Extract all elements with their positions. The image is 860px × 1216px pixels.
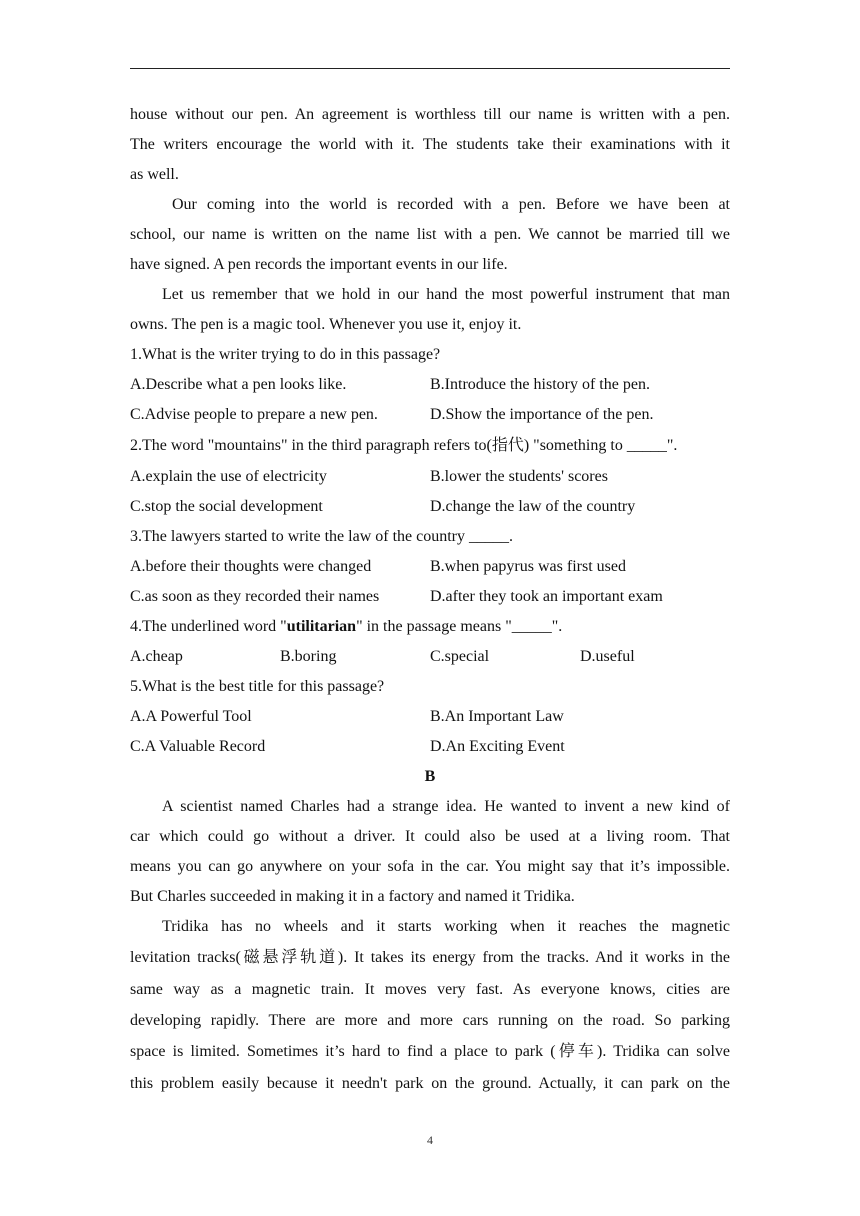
question-stem: 1.What is the writer trying to do in this passage? bbox=[130, 346, 441, 363]
options-row bbox=[130, 370, 730, 400]
options-row bbox=[130, 642, 730, 672]
option-d: D.An Exciting Event bbox=[430, 738, 565, 755]
option-c: C.special bbox=[430, 648, 490, 665]
question-stem-suffix: " in the passage means "_____". bbox=[356, 618, 563, 635]
question-stem: 5.What is the best title for this passage? bbox=[130, 678, 385, 695]
passage-line: Tridika has no wheels and it starts working when it reaches the magnetic bbox=[162, 918, 730, 935]
passage-line: space is limited. Sometimes it’s hard to find a place to park (停车). Tridika can solve bbox=[130, 1043, 730, 1060]
options-row bbox=[130, 582, 730, 612]
question-stem: 3.The lawyers started to write the law of the country _____. bbox=[130, 528, 513, 545]
underlined-word: utilitarian bbox=[286, 618, 357, 635]
passage-line: The writers encourage the world with it. The students take their examinations with it bbox=[130, 136, 730, 153]
option-c: C.as soon as they recorded their names bbox=[130, 588, 380, 605]
question-stem: 2.The word "mountains" in the third paragraph refers to(指代) "something to _____". bbox=[130, 437, 678, 454]
option-b: B.An Important Law bbox=[430, 708, 564, 725]
passage-line: owns. The pen is a magic tool. Whenever you use it, enjoy it. bbox=[130, 316, 522, 333]
passage-line: have signed. A pen records the important events in our life. bbox=[130, 256, 508, 273]
option-c: C.A Valuable Record bbox=[130, 738, 266, 755]
option-d: D.change the law of the country bbox=[430, 498, 636, 515]
passage-line: But Charles succeeded in making it in a factory and named it Tridika. bbox=[130, 888, 575, 905]
option-c: C.Advise people to prepare a new pen. bbox=[130, 406, 378, 423]
passage-line: as well. bbox=[130, 166, 179, 183]
option-d: D.useful bbox=[580, 648, 635, 665]
options-row bbox=[130, 462, 730, 492]
options-row bbox=[130, 492, 730, 522]
options-row bbox=[130, 732, 730, 762]
passage-line: means you can go anywhere on your sofa in the car. You might say that it’s impossible. bbox=[130, 858, 730, 875]
passage-line: this problem easily because it needn't park on the ground. Actually, it can park on the bbox=[130, 1075, 730, 1092]
options-row bbox=[130, 552, 730, 582]
passage-line: levitation tracks(磁悬浮轨道). It takes its energy from the tracks. And it works in the bbox=[130, 949, 730, 966]
option-b: B.when papyrus was first used bbox=[430, 558, 626, 575]
page-content bbox=[130, 100, 730, 1100]
option-a: A.A Powerful Tool bbox=[130, 708, 252, 725]
option-d: D.Show the importance of the pen. bbox=[430, 406, 654, 423]
option-b: B.lower the students' scores bbox=[430, 468, 608, 485]
passage-line: Let us remember that we hold in our hand the most powerful instrument that man bbox=[162, 286, 730, 303]
passage-line: school, our name is written on the name list with a pen. We cannot be married till we bbox=[130, 226, 730, 243]
passage-line: developing rapidly. There are more and more cars running on the road. So parking bbox=[130, 1012, 730, 1029]
option-b: B.Introduce the history of the pen. bbox=[430, 376, 650, 393]
passage-line: same way as a magnetic train. It moves very fast. As everyone knows, cities are bbox=[130, 981, 730, 998]
option-c: C.stop the social development bbox=[130, 498, 323, 515]
option-d: D.after they took an important exam bbox=[430, 588, 663, 605]
section-heading: B bbox=[424, 768, 436, 785]
options-row bbox=[130, 400, 730, 430]
option-a: A.cheap bbox=[130, 648, 183, 665]
passage-line: house without our pen. An agreement is worthless till our name is written with a pen. bbox=[130, 106, 730, 123]
options-row bbox=[130, 702, 730, 732]
option-a: A.Describe what a pen looks like. bbox=[130, 376, 347, 393]
option-a: A.explain the use of electricity bbox=[130, 468, 327, 485]
page-number: 4 bbox=[427, 1133, 433, 1147]
question-stem bbox=[130, 612, 730, 642]
question-stem-prefix: 4.The underlined word " bbox=[130, 618, 287, 635]
passage-line: Our coming into the world is recorded with a pen. Before we have been at bbox=[172, 196, 730, 213]
header-rule bbox=[130, 68, 730, 69]
option-a: A.before their thoughts were changed bbox=[130, 558, 372, 575]
passage-line: car which could go without a driver. It could also be used at a living room. That bbox=[130, 828, 730, 845]
passage-line: A scientist named Charles had a strange idea. He wanted to invent a new kind of bbox=[162, 798, 730, 815]
option-b: B.boring bbox=[280, 648, 337, 665]
